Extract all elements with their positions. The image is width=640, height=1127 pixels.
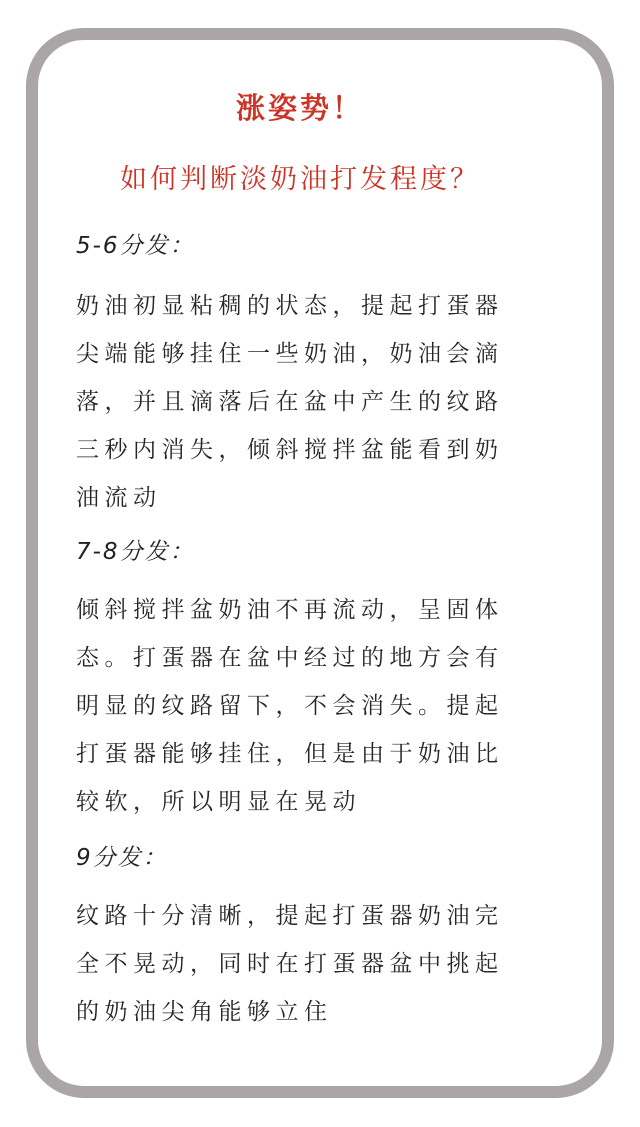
body-line: 全不晃动，同时在打蛋器盆中挑起 <box>76 951 504 977</box>
section-heading-7-8: 7-8分发： <box>76 539 195 565</box>
page-title: 涨姿势！ <box>235 91 364 125</box>
body-line: 倾斜搅拌盆奶油不再流动，呈固体 <box>76 597 504 623</box>
body-line: 油流动 <box>76 485 162 511</box>
body-line: 尖端能够挂住一些奶油，奶油会滴 <box>76 341 504 367</box>
body-line: 打蛋器能够挂住，但是由于奶油比 <box>76 741 504 767</box>
section-body-7-8 <box>76 586 556 826</box>
section-body-5-6 <box>76 282 556 522</box>
body-line: 的奶油尖角能够立住 <box>76 999 333 1025</box>
body-line: 态。打蛋器在盆中经过的地方会有 <box>76 645 504 671</box>
page-subtitle: 如何判断淡奶油打发程度？ <box>120 164 480 195</box>
body-line: 奶油初显粘稠的状态，提起打蛋器 <box>76 293 504 319</box>
body-line: 纹路十分清晰，提起打蛋器奶油完 <box>76 903 504 929</box>
body-line: 较软，所以明显在晃动 <box>76 789 361 815</box>
body-line: 落，并且滴落后在盆中产生的纹路 <box>76 389 504 415</box>
body-line: 三秒内消失，倾斜搅拌盆能看到奶 <box>76 437 504 463</box>
section-body-9 <box>76 892 556 1036</box>
body-line: 明显的纹路留下，不会消失。提起 <box>76 693 504 719</box>
section-heading-5-6: 5-6分发： <box>76 233 195 259</box>
section-heading-9: 9分发： <box>76 845 168 871</box>
